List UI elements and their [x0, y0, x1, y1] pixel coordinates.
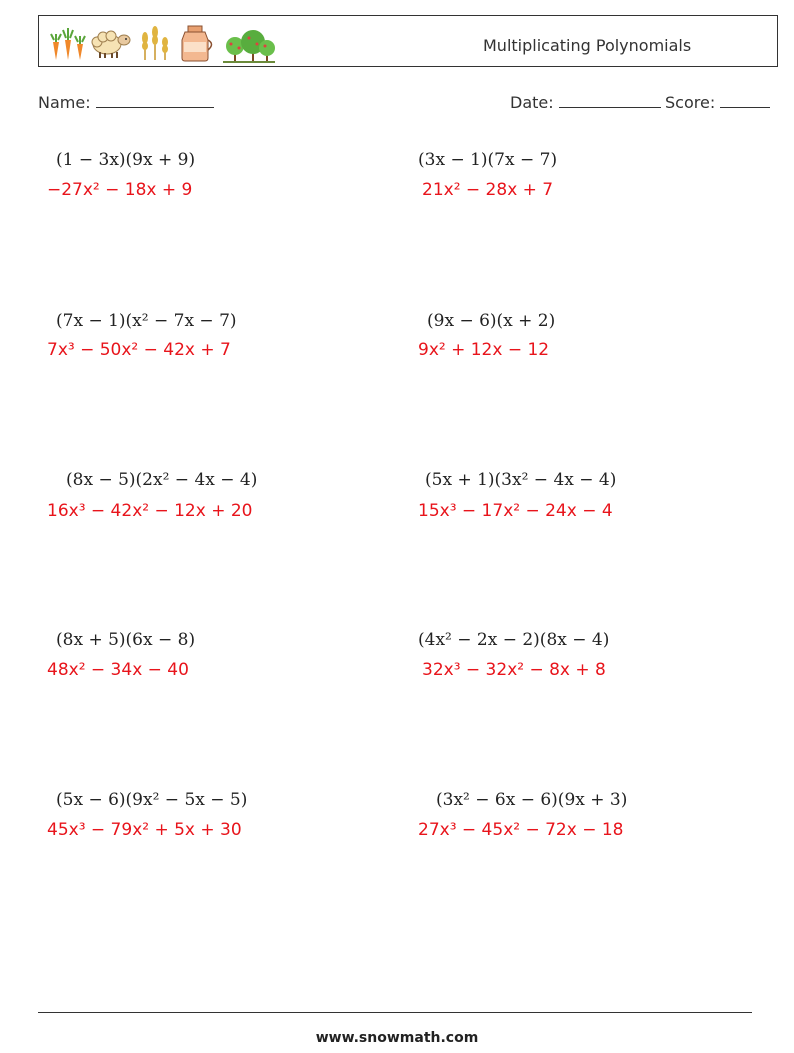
answer-4: 9x² + 12x − 12 [418, 340, 550, 360]
answer-3: 7x³ − 50x² − 42x + 7 [47, 340, 231, 360]
problem-10: (3x² − 6x − 6)(9x + 3) [436, 790, 628, 810]
answer-6: 15x³ − 17x² − 24x − 4 [418, 501, 613, 521]
milk-jug-icon [182, 26, 212, 61]
worksheet-header [38, 15, 778, 67]
answer-8: 32x³ − 32x² − 8x + 8 [422, 660, 606, 680]
date-field[interactable] [510, 93, 661, 112]
name-field[interactable] [38, 93, 214, 112]
answer-2: 21x² − 28x + 7 [422, 180, 554, 200]
name-label: Name: [38, 93, 91, 112]
name-line[interactable] [96, 93, 214, 108]
answer-1: −27x² − 18x + 9 [47, 180, 193, 200]
problem-1: (1 − 3x)(9x + 9) [56, 150, 196, 170]
problem-6: (5x + 1)(3x² − 4x − 4) [425, 470, 617, 490]
date-line[interactable] [559, 93, 661, 108]
problem-3: (7x − 1)(x² − 7x − 7) [56, 311, 237, 331]
wheat-icon [142, 26, 168, 60]
carrot-icon [51, 28, 85, 60]
footer-url[interactable]: www.snowmath.com [315, 1030, 479, 1046]
problem-2: (3x − 1)(7x − 7) [418, 150, 558, 170]
problem-7: (8x + 5)(6x − 8) [56, 630, 196, 650]
answer-10: 27x³ − 45x² − 72x − 18 [418, 820, 624, 840]
header-icons [45, 20, 275, 64]
problem-9: (5x − 6)(9x² − 5x − 5) [56, 790, 248, 810]
answer-5: 16x³ − 42x² − 12x + 20 [47, 501, 253, 521]
score-label: Score: [665, 93, 716, 112]
sheep-icon [92, 31, 130, 58]
worksheet-title: Multiplicating Polynomials [483, 36, 692, 55]
answer-7: 48x² − 34x − 40 [47, 660, 189, 680]
problem-4: (9x − 6)(x + 2) [427, 311, 556, 331]
problem-8: (4x² − 2x − 2)(8x − 4) [418, 630, 610, 650]
score-field[interactable] [665, 93, 770, 112]
footer-divider [38, 1012, 752, 1013]
tree-icon [223, 30, 275, 62]
date-label: Date: [510, 93, 554, 112]
answer-9: 45x³ − 79x² + 5x + 30 [47, 820, 242, 840]
problem-5: (8x − 5)(2x² − 4x − 4) [66, 470, 258, 490]
score-line[interactable] [720, 93, 770, 108]
